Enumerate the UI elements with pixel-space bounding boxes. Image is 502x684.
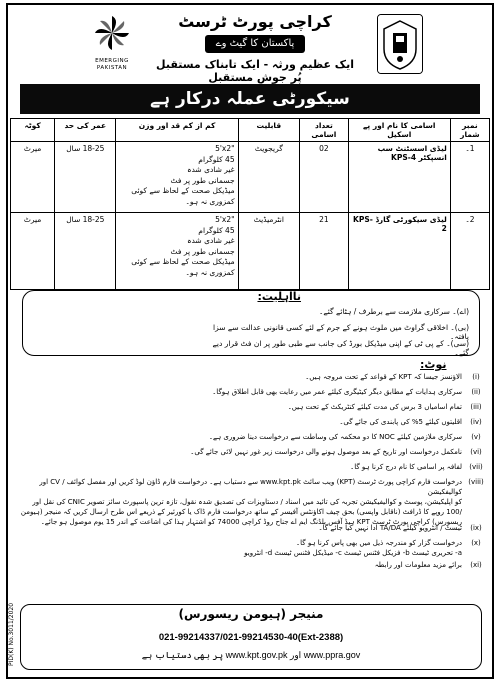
note-number: (x): [471, 539, 481, 547]
note-text: لفافہ پر اسامی کا نام درج کرنا ہو گا۔: [350, 463, 462, 471]
row-age: 18-25 سال: [55, 142, 116, 213]
row-quota: میرٹ: [11, 142, 55, 213]
row-age: 18-25 سال: [55, 213, 116, 290]
note-item: [12, 477, 490, 526]
note-text: نامکمل درخواست اور تاریخ کے بعد موصول ہونے والی درخواست زیر غور نہیں لائی جائے گی۔: [190, 448, 462, 456]
note-item: [12, 560, 490, 574]
note-number: (vii): [469, 463, 483, 471]
gateway-tagline: پاکستان کا گیٹ وے: [205, 35, 305, 53]
req-fitness: جسمانی طور پر فٹ: [170, 175, 235, 185]
note-item: [12, 447, 490, 462]
row-requirements: [116, 142, 238, 213]
note-text: تمام اسامیاں 3 برس کی مدت کیلئے کنٹریکٹ کے تحت ہیں۔: [287, 403, 462, 411]
req-fitness: جسمانی طور پر فٹ: [170, 246, 235, 256]
note-item: [12, 538, 490, 560]
note-text: درخواست فارم کراچی پورٹ ٹرسٹ (KPT) ویب سائٹ www.kpt.pk سے دستیاب ہے۔ درخواست فارم ڈاؤن لوڈ کریں اور مفصل کوائف / CV اور کوالیفکیشن کو اپلیکیشن، پوسٹ و کوالیفیکیشن تجربہ کی تائید میں اسناد / دستاویزات کی تصدیق شدہ نقول، تازہ ترین پاسپورٹ سائز تصویر CNIC کی نقل اور /100 روپے کا ڈرافٹ (ناقابل واپسی) بحق چیف اکاؤنٹس آفیسر کے ساتھ درخواست فارم ڈاک یا کورئیر کے ذریعے اس طرح ارسال کریں کہ منیجر (ہیومن ریسورس) کراچی پورٹ ٹرسٹ KPT ہیڈ آفس بلڈنگ ایم اے جناح روڈ کراچی 74000 کو اشتہار ہذا کی اشاعت کے اندر 15 یوم موصول ہو جائے۔: [20, 478, 462, 526]
note-text: برائے مزید معلومات اور رابطہ: [374, 561, 462, 569]
note-number: (ii): [471, 388, 481, 396]
row-quota: میرٹ: [11, 213, 55, 290]
req-weight: 45 کلوگرام: [198, 154, 235, 164]
contact-websites: www.ppra.gov اور www.kpt.gov.pk پر بھی دستیاب ہے: [141, 650, 361, 660]
note-item: [12, 462, 490, 477]
row-serial: 1۔: [450, 142, 489, 213]
disqualification-item: (اے)۔ سرکاری ملازمت سے برطرف / ہٹائے گئے۔: [318, 307, 469, 316]
note-text: سرکاری ملازمین کیلئے NOC کا دو محکمہ کی وساطت سے درخواست دینا ضروری ہے۔: [208, 433, 462, 441]
note-item: [12, 523, 490, 538]
header-qualification: قابلیت: [238, 119, 299, 142]
req-medical: میڈیکل صحت کے لحاظ سے کوئی کمزوری نہ ہو۔: [131, 186, 235, 206]
row-post: لیڈی سیکورٹی گارڈ KPS-2: [348, 213, 450, 290]
note-item: [12, 387, 490, 402]
contact-box: [20, 604, 482, 670]
note-item: [12, 372, 490, 387]
row-count: 02: [300, 142, 349, 213]
table-header-row: [11, 119, 490, 142]
header-age: عمر کی حد: [55, 119, 116, 142]
pid-number: PID(K) No.3011/2020: [8, 602, 15, 666]
header-quota: کوٹہ: [11, 119, 55, 142]
note-number: (v): [471, 433, 481, 441]
note-number: (ix): [470, 524, 482, 532]
note-number: (viii): [468, 478, 484, 486]
req-marital: غیر شادی شدہ: [187, 236, 235, 245]
pinwheel-icon: [91, 12, 133, 54]
notes-heading: نوٹ:: [420, 358, 447, 371]
row-qualification: گریجویٹ: [238, 142, 299, 213]
note-item: [12, 417, 490, 432]
header-post: اسامی کا نام اور پے اسکیل: [348, 119, 450, 142]
note-text: الاؤنسز جیسا کہ KPT کے قواعد کے تحت مروجہ ہیں۔: [305, 373, 462, 381]
note-item: [12, 402, 490, 417]
note-text: اقلیتوں کیلئے 5% کی پابندی کی جائے گی۔: [339, 418, 462, 426]
note-text: درخواست گزار کو مندرجہ ذیل میں بھی پاس کرنا ہو گا۔ a- تحریری ٹیسٹ b- فزیکل فٹنس ٹیسٹ c- میڈیکل فٹنس ٹیسٹ d- انٹرویو: [244, 539, 462, 557]
row-serial: 2۔: [450, 213, 489, 290]
row-requirements: [116, 213, 238, 290]
notes-list: [12, 372, 490, 574]
header-serial: نمبر شمار: [450, 119, 489, 142]
req-weight: 45 کلوگرام: [198, 225, 235, 235]
note-number: (i): [472, 373, 480, 381]
org-title: کراچی پورٹ ٹرسٹ: [178, 12, 332, 31]
row-qualification: انٹرمیڈیٹ: [238, 213, 299, 290]
disqualification-item: (سی)۔ کے پی ٹی کے اپنی میڈیکل بورڈ کی جانب سے طبی طور پر ان فٹ قرار دیے گئے۔: [212, 339, 469, 357]
recruitment-banner: سیکورٹی عملہ درکار ہے: [20, 84, 480, 114]
note-number: (vi): [470, 448, 482, 456]
note-number: (iv): [470, 418, 482, 426]
table-row: [11, 142, 490, 213]
req-medical: میڈیکل صحت کے لحاظ سے کوئی کمزوری نہ ہو۔: [131, 257, 235, 277]
note-text: ٹیسٹ / انٹرویو کیلئے TA/DA ادا نہیں کیا جائے گا۔: [318, 524, 462, 532]
left-logo-text: EMERGING PAKISTAN: [95, 58, 129, 71]
note-item: [12, 432, 490, 447]
contact-phone: 021-99214337/021-99214530-40(Ext-2388): [158, 632, 344, 643]
emerging-pakistan-logo: [86, 12, 138, 72]
header-count: تعداد اسامی: [300, 119, 349, 142]
req-height: 5'x2": [215, 144, 235, 153]
disqualification-item: (بی)۔ اخلاقی گراوٹ میں ملوث ہونے کے جرم کے لئے کسی قانونی عدالت سے سزا یافتہ۔: [213, 323, 469, 341]
disqualification-heading: نااہلیت:: [257, 290, 301, 303]
jobs-table: [10, 118, 490, 290]
req-height: 5'x2": [215, 215, 235, 224]
header-requirements: کم از کم قد اور وزن: [116, 119, 238, 142]
kpt-crest-logo: [377, 14, 423, 74]
contact-title: منیجر (ہیومن ریسورس): [178, 607, 324, 621]
req-marital: غیر شادی شدہ: [187, 165, 235, 174]
note-number: (xi): [470, 561, 482, 569]
slogan: ایک عظیم ورثہ - ایک تابناک مستقبل پُر جوش مستقبل: [156, 58, 354, 84]
row-post: لیڈی اسسٹنٹ سب انسپکٹر KPS-4: [348, 142, 450, 213]
row-count: 21: [300, 213, 349, 290]
disqualification-box: [22, 290, 480, 356]
crest-icon: [378, 15, 422, 73]
note-number: (iii): [470, 403, 482, 411]
note-text: سرکاری ہدایات کے مطابق دیگر کیٹیگری کیلئے عمر میں رعایت بھی قابل اطلاق ہوگا۔: [212, 388, 462, 396]
table-row: [11, 213, 490, 290]
